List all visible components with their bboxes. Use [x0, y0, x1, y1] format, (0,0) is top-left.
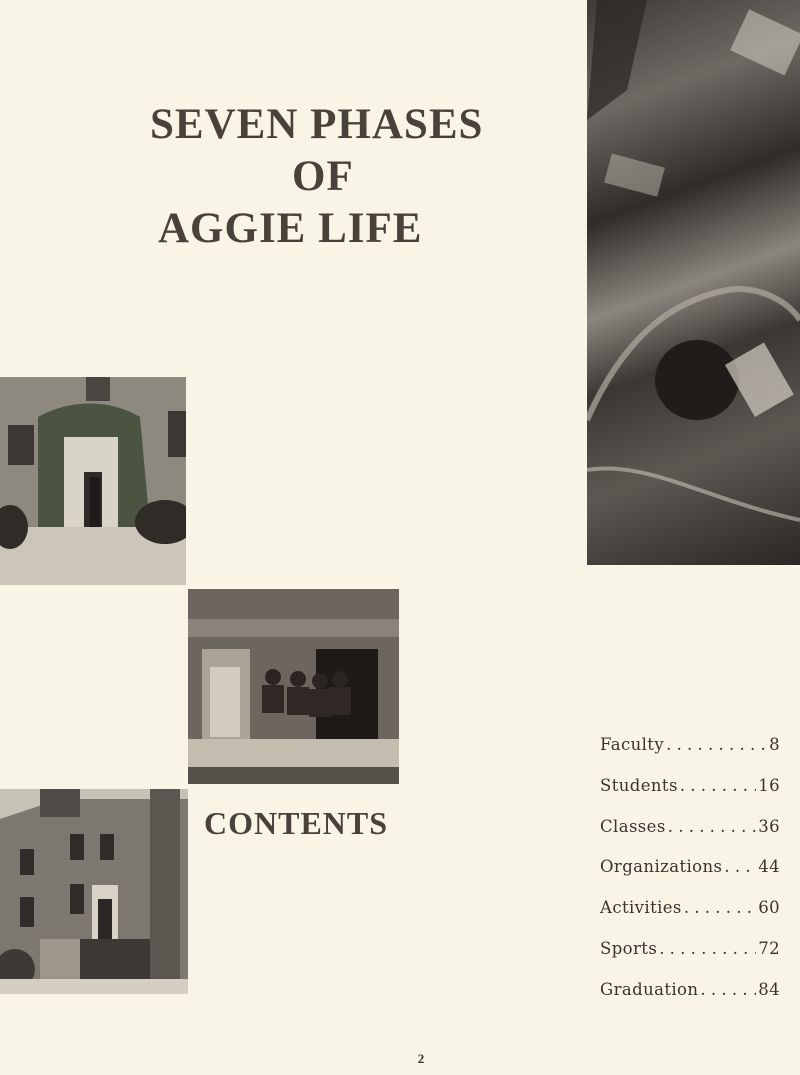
toc-entry-label: Classes [600, 816, 666, 836]
toc-entry-classes[interactable] [600, 817, 780, 858]
page-number: 2 [417, 1051, 425, 1066]
toc-leader-dots [700, 980, 756, 999]
toc-entry-label: Sports [600, 938, 658, 958]
table-of-contents [600, 735, 780, 1021]
aerial-campus-photo [587, 0, 800, 565]
title-line-1: SEVEN PHASES [150, 100, 484, 148]
toc-entry-students[interactable] [600, 776, 780, 817]
title-line-3: AGGIE LIFE [158, 204, 423, 252]
toc-leader-dots [680, 776, 756, 795]
building-facade-art [0, 789, 188, 994]
toc-entry-page: 44 [758, 857, 780, 877]
football-players-photo [188, 589, 399, 784]
toc-leader-dots [659, 939, 756, 958]
toc-entry-label: Graduation [600, 979, 699, 999]
toc-entry-page: 16 [758, 775, 780, 795]
toc-entry-label: Students [600, 775, 678, 795]
contents-heading: CONTENTS [204, 805, 389, 841]
toc-entry-organizations[interactable] [600, 857, 780, 898]
building-facade-photo [0, 789, 188, 994]
toc-entry-page: 36 [758, 816, 780, 836]
toc-leader-dots [666, 735, 767, 754]
title-line-2: OF [292, 152, 354, 200]
toc-leader-dots [724, 857, 756, 876]
toc-leader-dots [684, 898, 756, 917]
toc-entry-page: 84 [758, 979, 780, 999]
toc-entry-label: Faculty [600, 735, 665, 754]
page-title [150, 99, 540, 255]
football-players-art [188, 589, 399, 784]
toc-entry-page: 60 [758, 898, 780, 918]
toc-entry-label: Activities [600, 898, 682, 918]
toc-entry-activities[interactable] [600, 898, 780, 939]
aerial-photo-art [587, 0, 800, 565]
toc-entry-page: 72 [758, 938, 780, 958]
toc-entry-label: Organizations [600, 857, 723, 877]
toc-entry-faculty[interactable] [600, 735, 780, 776]
building-entrance-art [0, 377, 186, 585]
toc-entry-graduation[interactable] [600, 980, 780, 1021]
building-entrance-photo [0, 377, 186, 585]
toc-entry-sports[interactable] [600, 939, 780, 980]
toc-entry-page: 8 [769, 735, 780, 754]
toc-leader-dots [668, 817, 756, 836]
